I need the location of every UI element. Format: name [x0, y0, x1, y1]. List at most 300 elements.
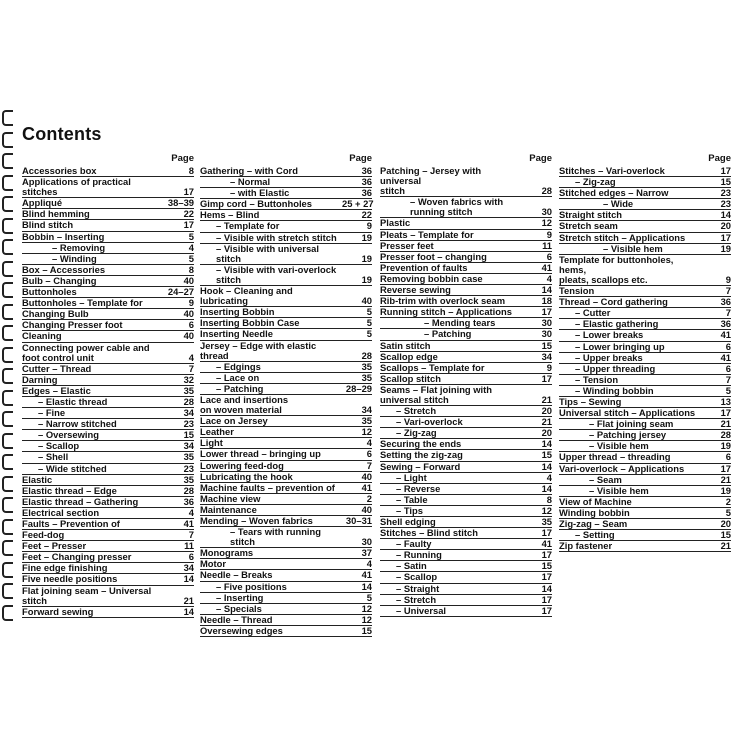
entry-term: – Removing [52, 241, 106, 253]
spiral-binding [2, 110, 16, 630]
entry-term: – Lower bringing up [575, 340, 665, 352]
entry-term: – Cutter [575, 307, 611, 319]
entry-page-number: 19 [361, 252, 372, 264]
entry-page-number: 36 [361, 176, 372, 188]
binding-ring-icon [2, 153, 13, 169]
entry-term: – Winding bobbin [575, 384, 654, 396]
entry-page-number: 5 [366, 306, 372, 318]
entry-term: – Oversewing [38, 429, 99, 441]
entry-term: Stretch stitch – Applications [559, 231, 686, 243]
entry-page-number: 37 [361, 547, 372, 559]
entry-page-number: 11 [542, 239, 552, 251]
entry-term: – Fine [38, 407, 66, 419]
entry-term: – Elastic gathering [575, 318, 659, 330]
entry-page-number: 21 [720, 540, 731, 552]
entry-page-number: 38–39 [167, 197, 194, 209]
entry-page-number: 17 [541, 604, 552, 616]
entry-page-number: 34 [183, 562, 194, 574]
entry-page-number: 14 [720, 209, 731, 221]
entry-term: Zip fastener [559, 540, 613, 552]
entry-page-number: 12 [361, 613, 372, 625]
entry-page-number: 15 [541, 339, 552, 351]
entry-page-number: 2 [366, 492, 372, 504]
entry-term: Inserting Needle [200, 328, 273, 340]
binding-ring-icon [2, 368, 13, 384]
entry-term: – Elastic thread [38, 395, 108, 407]
binding-ring-icon [2, 433, 13, 449]
entry-term: – Light [396, 471, 427, 483]
entry-term: Feet – Changing presser [22, 551, 132, 563]
entry-page-number: 40 [361, 503, 372, 515]
entry-page-number: 30 [541, 317, 552, 329]
entry-term: Fine edge finishing [22, 562, 108, 574]
index-entry [380, 329, 552, 340]
entry-term: Elastic [22, 473, 53, 485]
entry-page-number: 21 [541, 416, 552, 428]
entry-page-number: 14 [183, 605, 194, 617]
entry-term: Scallop edge [380, 350, 438, 362]
entry-term: – Normal [230, 176, 271, 188]
index-entry [380, 166, 552, 197]
index-entry [559, 452, 731, 463]
entry-term: – Narrow stitched [38, 418, 117, 430]
entry-page-number: 17 [541, 527, 552, 539]
entry-page-number: 4 [366, 437, 372, 449]
index-entry [22, 607, 194, 618]
entry-term: Faults – Prevention of [22, 518, 120, 529]
entry-page-number: 11 [184, 540, 194, 552]
entry-term: – Upper breaks [575, 351, 643, 363]
entry-page-number: 6 [188, 551, 194, 563]
entry-page-number: 15 [541, 449, 552, 461]
index-entry [380, 462, 552, 473]
entry-page-number: 5 [366, 591, 372, 603]
entry-term: Seams – Flat joining with universal stitch [380, 383, 492, 405]
entry-term: Gimp cord – Buttonholes [200, 198, 312, 210]
entry-page-number: 17 [720, 231, 731, 243]
entry-page-number: 41 [361, 569, 372, 581]
entry-term: – Wide stitched [38, 462, 107, 474]
entry-term: Securing the ends [380, 438, 462, 450]
entry-term: Shell edging [380, 516, 436, 527]
entry-page-number: 34 [361, 404, 372, 416]
entry-page-number: 6 [546, 250, 552, 262]
entry-term: – Universal [396, 604, 447, 616]
entry-term: Stitches – Vari-overlock [559, 165, 665, 176]
index-column-4 [559, 152, 731, 552]
index-entry [22, 177, 194, 198]
binding-ring-icon [2, 218, 13, 234]
entry-page-number: 28 [183, 395, 194, 407]
entry-term: Sewing – Forward [380, 460, 461, 472]
entry-page-number: 21 [720, 418, 731, 430]
entry-term: Buttonholes – Template for [22, 297, 143, 309]
entry-term: Upper thread – threading [559, 451, 671, 463]
index-entry [380, 450, 552, 461]
entry-page-number: 5 [366, 328, 372, 340]
entry-page-number: 41 [183, 518, 194, 529]
entry-term: Monograms [200, 547, 254, 559]
entry-page-number: 17 [541, 549, 552, 561]
entry-page-number: 36 [183, 495, 194, 507]
entry-term: – Patching [424, 328, 472, 340]
entry-page-number: 14 [541, 284, 552, 296]
entry-term: Inserting Bobbin Case [200, 317, 300, 329]
entry-term: Blind stitch [22, 219, 74, 231]
entry-term: Bulb – Changing [22, 274, 97, 286]
index-entry [22, 331, 194, 342]
entry-term: Removing bobbin case [380, 272, 483, 284]
entry-term: – Inserting [216, 591, 264, 603]
entry-term: Applications of practical stitches [22, 176, 131, 198]
entry-term: Scallops – Template for [380, 361, 485, 373]
index-entry [380, 584, 552, 595]
entry-page-number: 15 [720, 176, 731, 188]
index-entry [200, 286, 372, 307]
entry-page-number: 8 [188, 165, 194, 176]
entry-page-number: 7 [188, 362, 194, 374]
page-column-header: Page [708, 153, 731, 164]
entry-term: – Visible with universal stitch [216, 242, 322, 264]
index-entry [22, 243, 194, 254]
entry-term: Lowering feed-dog [200, 459, 284, 471]
entry-term: – Template for [216, 220, 280, 232]
entry-page-number: 17 [541, 593, 552, 605]
entry-page-number: 14 [541, 582, 552, 594]
index-entry [22, 574, 194, 585]
entry-term: Needle – Thread [200, 613, 273, 625]
index-entry [559, 342, 731, 353]
entry-page-number: 35 [361, 371, 372, 383]
entry-page-number: 14 [183, 573, 194, 585]
entry-term: Bobbin – Inserting [22, 230, 105, 242]
entry-term: – Visible hem [589, 484, 649, 496]
entry-term: – Straight [396, 582, 440, 594]
index-entry [200, 527, 372, 548]
entry-page-number: 17 [541, 306, 552, 318]
entry-term: Needle – Breaks [200, 569, 273, 581]
entry-page-number: 6 [725, 451, 731, 463]
entry-page-number: 8 [546, 493, 552, 505]
entry-term: Leather [200, 426, 234, 438]
entry-page-number: 15 [183, 429, 194, 441]
entry-term: Darning [22, 373, 58, 385]
index-entry [380, 197, 552, 218]
entry-term: – Setting [575, 529, 615, 541]
entry-term: Light [200, 437, 223, 449]
binding-ring-icon [2, 175, 13, 191]
entry-term: Plastic [380, 217, 411, 229]
entry-page-number: 40 [183, 330, 194, 342]
binding-ring-icon [2, 454, 13, 470]
page-column-header: Page [349, 153, 372, 164]
entry-term: Machine faults – prevention of [200, 481, 335, 493]
entry-page-number: 14 [541, 438, 552, 450]
entry-term: – Seam [589, 473, 622, 485]
entry-term: Satin stitch [380, 339, 431, 351]
entry-term: – Mending tears [424, 317, 496, 329]
entry-page-number: 5 [366, 317, 372, 329]
binding-ring-icon [2, 476, 13, 492]
entry-term: Cutter – Thread [22, 362, 92, 374]
entry-term: – Woven fabrics with running stitch [410, 196, 504, 218]
entry-term: Scallop stitch [380, 372, 441, 384]
entry-page-number: 23 [183, 418, 194, 430]
entry-term: – Table [396, 493, 428, 505]
entry-page-number: 30 [541, 328, 552, 340]
entry-term: – Winding [52, 252, 97, 264]
entry-page-number: 15 [541, 560, 552, 572]
index-entry [200, 233, 372, 244]
entry-term: Lubricating the hook [200, 470, 293, 482]
entry-page-number: 17 [183, 219, 194, 231]
page-column-header: Page [171, 153, 194, 164]
entry-page-number: 2 [725, 495, 731, 507]
entry-term: – Visible with vari-overlock stitch [216, 263, 337, 285]
entry-page-number: 20 [720, 220, 731, 232]
entry-term: Stitches – Blind stitch [380, 527, 478, 539]
index-entry [200, 341, 372, 362]
entry-term: – Visible hem [603, 242, 663, 254]
entry-term: Setting the zig-zag [380, 449, 463, 461]
entry-page-number: 17 [720, 462, 731, 474]
entry-term: Five needle positions [22, 573, 118, 585]
entry-page-number: 15 [720, 529, 731, 541]
entry-page-number: 34 [183, 407, 194, 419]
entry-page-number: 5 [188, 230, 194, 242]
entry-term: Inserting Bobbin [200, 306, 275, 318]
index-entry [380, 385, 552, 406]
entry-page-number: 8 [188, 263, 194, 275]
entry-term: – with Elastic [230, 187, 290, 199]
entry-term: – Satin [396, 560, 427, 572]
binding-ring-icon [2, 497, 13, 513]
entry-term: Appliqué [22, 197, 63, 209]
entry-term: – Patching [216, 382, 264, 394]
entry-term: – Visible hem [589, 440, 649, 452]
entry-term: – Scallop [396, 571, 438, 583]
binding-ring-icon [2, 261, 13, 277]
entry-page-number: 9 [725, 273, 731, 285]
entry-term: – Zig-zag [396, 427, 437, 439]
entry-term: Rib-trim with overlock seam [380, 295, 506, 307]
entry-page-number: 13 [720, 395, 731, 407]
entry-term: – Upper threading [575, 362, 656, 374]
index-entry [559, 541, 731, 552]
entry-page-number: 21 [541, 393, 552, 405]
entry-term: Mending – Woven fabrics [200, 515, 313, 526]
index-entry [559, 255, 731, 286]
entry-page-number: 18 [541, 295, 552, 307]
entry-term: Motor [200, 558, 227, 570]
entry-term: – Shell [38, 451, 69, 463]
entry-term: – Running [396, 549, 442, 561]
entry-term: Flat joining seam – Universal stitch [22, 584, 154, 606]
binding-ring-icon [2, 390, 13, 406]
entry-term: Hems – Blind [200, 209, 260, 221]
index-entry [200, 244, 372, 265]
index-column-3 [380, 152, 552, 617]
page-column-header: Page [529, 153, 552, 164]
entry-page-number: 30–31 [345, 515, 372, 526]
entry-term: Box – Accessories [22, 263, 106, 275]
index-entry [559, 233, 731, 244]
entry-term: Accessories box [22, 165, 97, 176]
entry-page-number: 20 [720, 518, 731, 529]
entry-term: Lower thread – bringing up [200, 448, 321, 460]
binding-ring-icon [2, 540, 13, 556]
entry-page-number: 12 [361, 426, 372, 438]
entry-term: Universal stitch – Applications [559, 407, 696, 419]
entry-term: Prevention of faults [380, 261, 468, 273]
entry-page-number: 21 [720, 473, 731, 485]
entry-page-number: 23 [183, 462, 194, 474]
entry-term: Elastic thread – Edge [22, 484, 117, 496]
entry-page-number: 7 [725, 285, 731, 297]
entry-page-number: 5 [188, 252, 194, 264]
entry-page-number: 14 [361, 580, 372, 592]
entry-page-number: 4 [546, 471, 552, 483]
entry-term: Presser feet [380, 239, 434, 251]
index-entry [200, 221, 372, 232]
entry-term: Reverse sewing [380, 284, 451, 296]
entry-term: – Patching jersey [589, 429, 667, 441]
entry-page-number: 12 [541, 217, 552, 229]
entry-page-number: 28 [361, 349, 372, 361]
entry-page-number: 28 [183, 484, 194, 496]
entry-page-number: 36 [720, 296, 731, 308]
binding-ring-icon [2, 304, 13, 320]
entry-page-number: 28 [541, 185, 552, 197]
index-entry [559, 330, 731, 341]
entry-page-number: 25 + 27 [342, 198, 374, 210]
entry-page-number: 41 [541, 261, 552, 273]
entry-term: Straight stitch [559, 209, 623, 221]
binding-ring-icon [2, 347, 13, 363]
entry-page-number: 20 [541, 405, 552, 417]
entry-term: – Tears with running stitch [230, 526, 321, 548]
index-entry [22, 464, 194, 475]
entry-term: Lace and insertions on woven material [200, 393, 289, 416]
entry-page-number: 7 [725, 373, 731, 385]
entry-term: – Stretch [396, 593, 437, 605]
entry-term: – Edgings [216, 360, 261, 372]
index-column-1 [22, 152, 194, 618]
entry-page-number: 30 [361, 536, 372, 548]
entry-page-number: 12 [361, 602, 372, 614]
index-entry [380, 572, 552, 583]
entry-term: Presser foot – changing [380, 250, 487, 262]
entry-page-number: 35 [183, 384, 194, 396]
entry-term: Cleaning [22, 330, 62, 342]
entry-page-number: 32 [183, 373, 194, 385]
entry-term: Machine view [200, 492, 261, 504]
entry-page-number: 14 [541, 460, 552, 472]
entry-page-number: 41 [361, 481, 372, 493]
entry-page-number: 35 [361, 360, 372, 372]
entry-page-number: 22 [361, 209, 372, 221]
entry-page-number: 4 [188, 506, 194, 518]
entry-page-number: 4 [188, 351, 194, 363]
entry-term: Pleats – Template for [380, 228, 474, 240]
entry-page-number: 23 [720, 198, 731, 210]
index-entry [380, 606, 552, 617]
entry-page-number: 17 [720, 407, 731, 419]
binding-ring-icon [2, 583, 13, 599]
entry-page-number: 34 [183, 440, 194, 452]
entry-term: Thread – Cord gathering [559, 296, 668, 308]
entry-page-number: 17 [541, 571, 552, 583]
entry-page-number: 6 [725, 362, 731, 374]
entry-page-number: 9 [188, 297, 194, 309]
entry-page-number: 40 [361, 295, 372, 307]
entry-term: Oversewing edges [200, 624, 283, 636]
entry-page-number: 22 [183, 208, 194, 220]
entry-term: – Flat joining seam [589, 418, 674, 430]
index-entry [22, 220, 194, 231]
entry-page-number: 30 [541, 206, 552, 218]
entry-page-number: 35 [541, 516, 552, 527]
entry-page-number: 36 [720, 318, 731, 330]
entry-page-number: 14 [541, 482, 552, 494]
entry-page-number: 7 [188, 529, 194, 541]
entry-term: Gathering – with Cord [200, 165, 298, 176]
entry-page-number: 5 [725, 506, 731, 518]
entry-term: Changing Bulb [22, 308, 89, 320]
entry-term: – Specials [216, 602, 262, 614]
entry-page-number: 12 [541, 504, 552, 516]
entry-page-number: 23 [720, 187, 731, 199]
entry-term: – Tips [396, 504, 423, 516]
entry-term: – Wide [603, 198, 634, 210]
index-entry [200, 626, 372, 637]
index-entry [200, 449, 372, 460]
entry-term: – Visible with stretch stitch [216, 231, 337, 243]
index-entry [22, 586, 194, 607]
entry-page-number: 40 [183, 274, 194, 286]
entry-term: Elastic thread – Gathering [22, 495, 139, 507]
entry-term: View of Machine [559, 495, 632, 507]
entry-term: Zig-zag – Seam [559, 518, 628, 529]
entry-term: – Tension [575, 373, 619, 385]
index-entry [22, 452, 194, 463]
entry-term: Electrical section [22, 506, 100, 518]
index-entry [22, 232, 194, 243]
index-entry [380, 230, 552, 241]
entry-term: Stretch seam [559, 220, 618, 232]
entry-page-number: 35 [361, 415, 372, 427]
binding-ring-icon [2, 562, 13, 578]
entry-page-number: 4 [366, 558, 372, 570]
index-entry [200, 329, 372, 340]
entry-term: Tension [559, 285, 595, 297]
index-entry [200, 265, 372, 286]
entry-page-number: 28–29 [345, 382, 372, 394]
entry-term: – Faulty [396, 538, 432, 550]
entry-page-number: 5 [725, 384, 731, 396]
entry-page-number: 40 [183, 308, 194, 320]
binding-ring-icon [2, 325, 13, 341]
entry-page-number: 40 [361, 470, 372, 482]
entry-term: Blind hemming [22, 208, 90, 220]
entry-term: Patching – Jersey with universal stitch [380, 165, 482, 197]
entry-page-number: 35 [183, 451, 194, 463]
entry-page-number: 9 [546, 228, 552, 240]
entry-page-number: 41 [720, 329, 731, 341]
entry-page-number: 28 [720, 429, 731, 441]
entry-page-number: 36 [361, 187, 372, 199]
entry-term: Lace on Jersey [200, 415, 268, 427]
